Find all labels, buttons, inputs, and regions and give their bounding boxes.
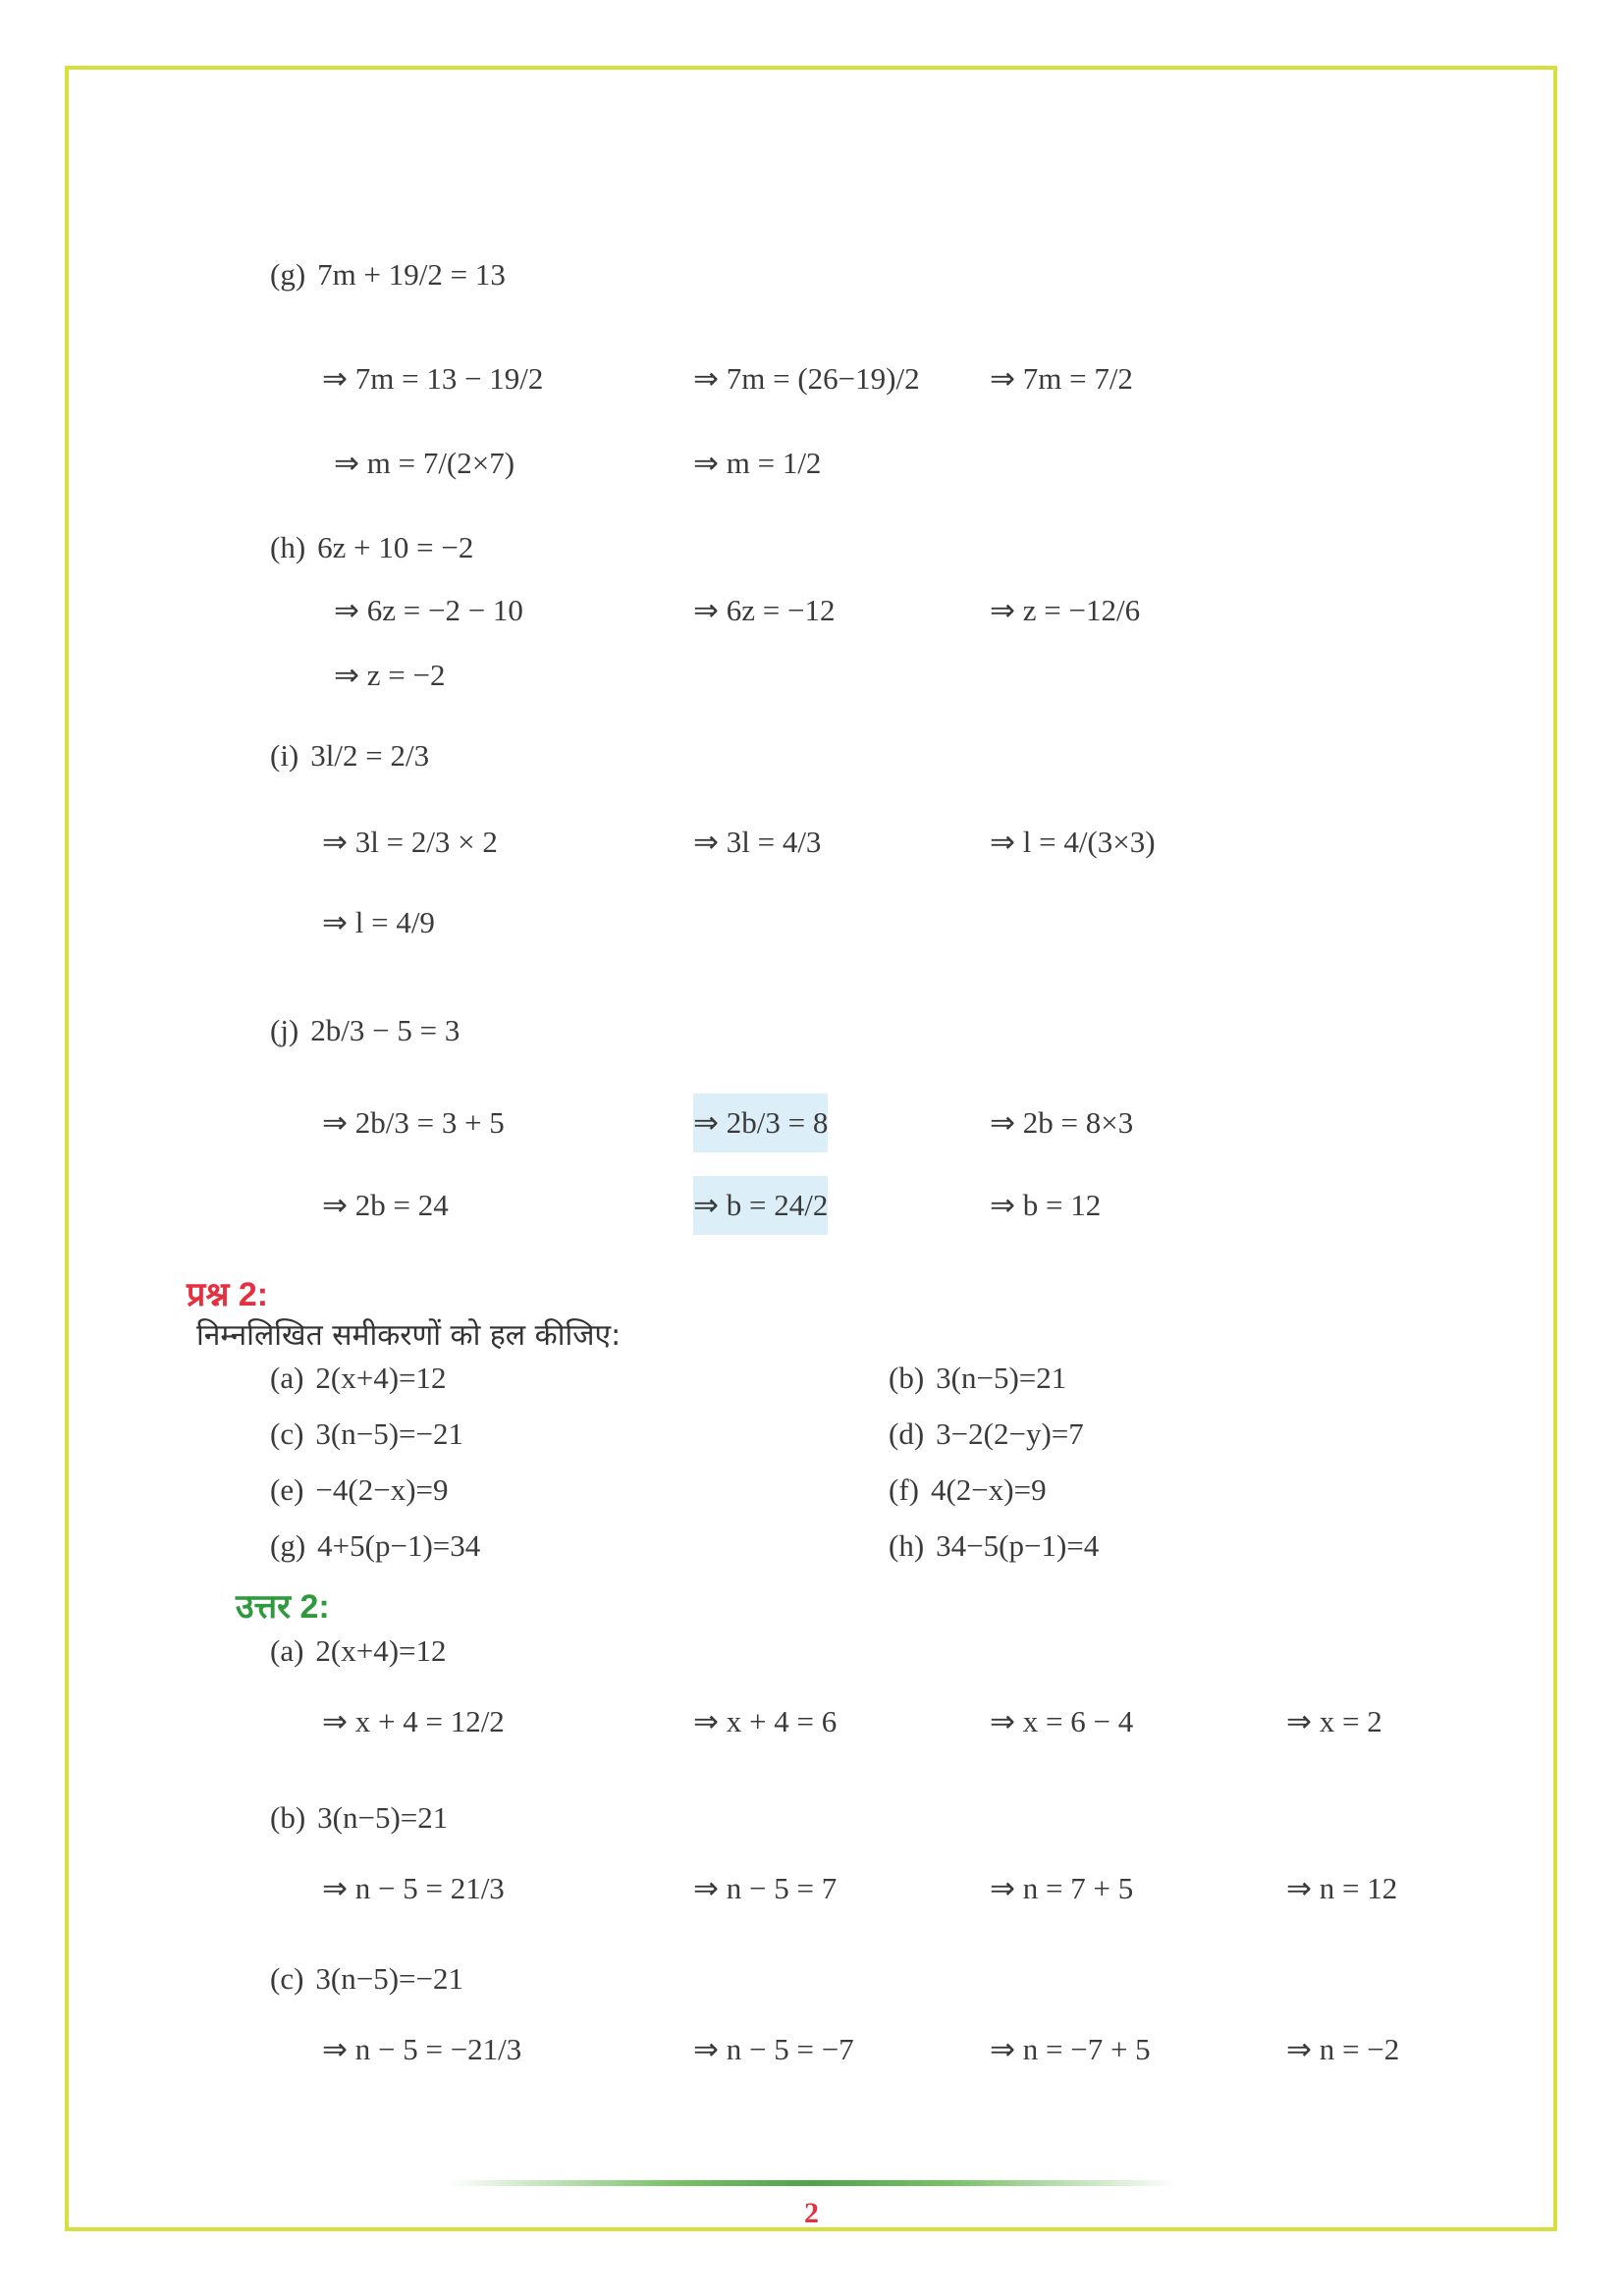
answer-part-a-steps — [322, 1682, 1451, 1761]
step: ⇒ x + 4 = 12/2 — [322, 1704, 505, 1738]
answer-part-c-statement: (c) 3(n−5)=−21 — [270, 1961, 464, 1996]
part-j-steps-1 — [322, 1084, 1206, 1162]
step: ⇒ 7m = 7/2 — [990, 361, 1133, 396]
step: ⇒ x = 2 — [1286, 1704, 1382, 1738]
part-h-steps-2: ⇒ z = −2 — [334, 658, 446, 692]
part-g-statement: (g) 7m + 19/2 = 13 — [270, 257, 506, 292]
part-g-steps-2 — [334, 424, 1217, 503]
step: ⇒ m = 7/(2×7) — [334, 446, 515, 480]
step: ⇒ n = −2 — [1286, 2032, 1400, 2066]
page-number: 2 — [804, 2197, 819, 2229]
step: ⇒ x = 6 − 4 — [990, 1704, 1134, 1738]
highlighted-step: ⇒ 2b/3 = 8 — [693, 1094, 828, 1152]
step: ⇒ l = 4/(3×3) — [990, 825, 1156, 859]
step: ⇒ b = 12 — [990, 1188, 1102, 1222]
step: ⇒ 2b = 24 — [322, 1188, 449, 1222]
question-item: (h) 34−5(p−1)=4 — [889, 1528, 1100, 1563]
question-item: (g) 4+5(p−1)=34 — [270, 1528, 481, 1563]
part-i-steps-1 — [322, 803, 1206, 881]
question-item: (a) 2(x+4)=12 — [270, 1361, 447, 1395]
step: ⇒ n − 5 = −21/3 — [322, 2032, 522, 2066]
step: ⇒ 2b = 8×3 — [990, 1105, 1134, 1140]
question-item: (b) 3(n−5)=21 — [889, 1361, 1067, 1395]
part-h-steps-1 — [334, 571, 1217, 650]
highlighted-step: ⇒ b = 24/2 — [693, 1176, 828, 1235]
step: ⇒ 7m = 13 − 19/2 — [322, 361, 544, 396]
answer-part-a-statement: (a) 2(x+4)=12 — [270, 1633, 447, 1668]
part-j-steps-2 — [322, 1166, 1206, 1245]
step: ⇒ 3l = 2/3 × 2 — [322, 825, 498, 859]
part-j-statement: (j) 2b/3 − 5 = 3 — [270, 1013, 460, 1047]
step: ⇒ n = 7 + 5 — [990, 1871, 1134, 1905]
part-g-steps-1 — [322, 340, 1206, 418]
question-2-heading: प्रश्न 2: — [187, 1276, 269, 1313]
part-i-steps-2: ⇒ l = 4/9 — [322, 905, 435, 939]
answer-part-b-steps — [322, 1849, 1451, 1928]
question-item: (f) 4(2−x)=9 — [889, 1472, 1047, 1507]
question-2-prompt: निम्नलिखित समीकरणों को हल कीजिए: — [196, 1318, 622, 1353]
step: ⇒ n − 5 = −7 — [693, 2032, 854, 2066]
question-item: (d) 3−2(2−y)=7 — [889, 1416, 1084, 1451]
footer-divider — [447, 2180, 1178, 2186]
answer-part-c-steps — [322, 2010, 1451, 2089]
part-i-statement: (i) 3l/2 = 2/3 — [270, 738, 430, 773]
part-h-statement: (h) 6z + 10 = −2 — [270, 530, 474, 564]
answer-part-b-statement: (b) 3(n−5)=21 — [270, 1800, 449, 1835]
step: ⇒ 6z = −2 − 10 — [334, 593, 523, 627]
step: ⇒ n = 12 — [1286, 1871, 1398, 1905]
step: ⇒ n − 5 = 7 — [693, 1871, 838, 1905]
step: ⇒ 3l = 4/3 — [693, 825, 822, 859]
step: ⇒ n − 5 = 21/3 — [322, 1871, 505, 1905]
step: ⇒ 6z = −12 — [693, 593, 836, 627]
question-item: (c) 3(n−5)=−21 — [270, 1416, 464, 1451]
question-item: (e) −4(2−x)=9 — [270, 1472, 449, 1507]
step: ⇒ z = −12/6 — [990, 593, 1141, 627]
step: ⇒ x + 4 = 6 — [693, 1704, 838, 1738]
step: ⇒ m = 1/2 — [693, 446, 822, 480]
step: ⇒ 7m = (26−19)/2 — [693, 361, 920, 396]
answer-2-heading: उत्तर 2: — [236, 1588, 330, 1626]
step: ⇒ 2b/3 = 3 + 5 — [322, 1105, 505, 1140]
step: ⇒ n = −7 + 5 — [990, 2032, 1151, 2066]
